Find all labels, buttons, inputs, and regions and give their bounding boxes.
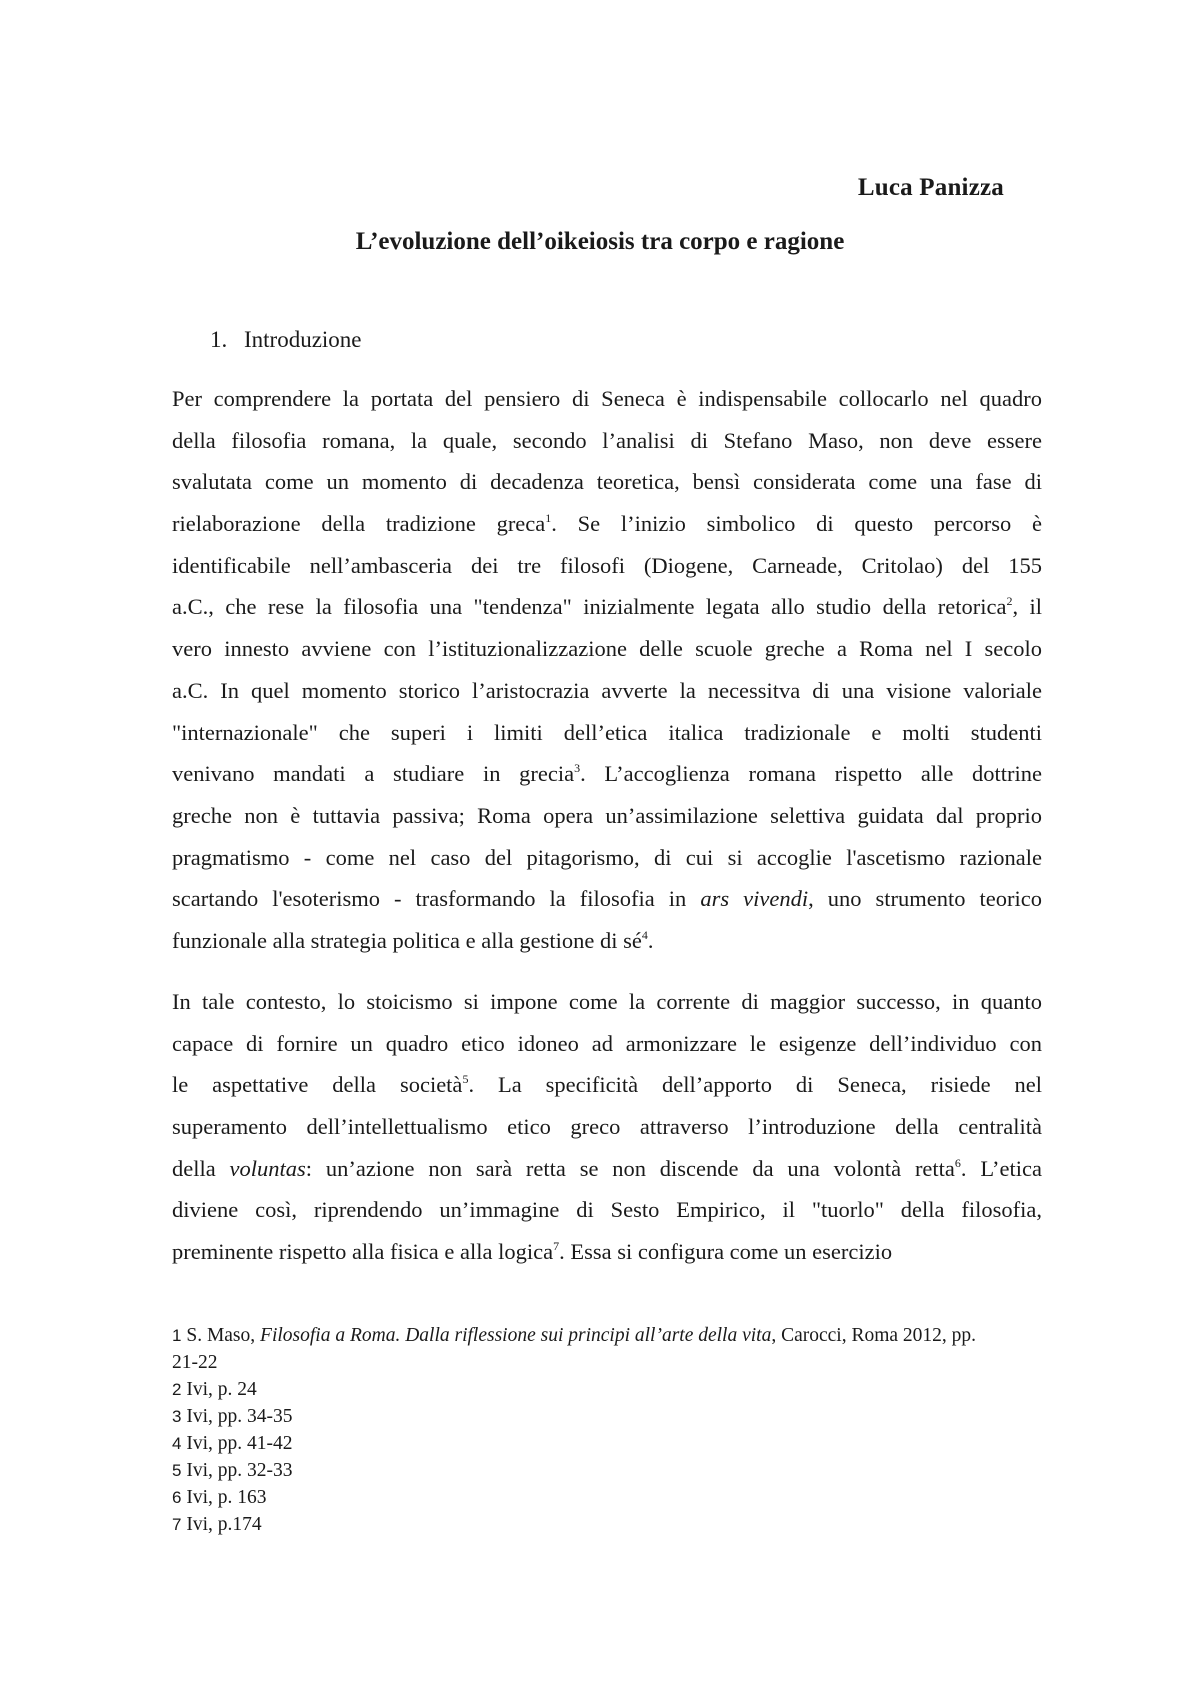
author-name: Luca Panizza bbox=[857, 174, 1004, 201]
text-line: Per comprendere la portata del pensiero di Seneca è indispensabile collocarlo nel quadro bbox=[172, 386, 1042, 411]
footnote: 7 Ivi, p.174 bbox=[172, 1514, 262, 1535]
footnote: 4 Ivi, pp. 41-42 bbox=[172, 1433, 293, 1454]
text-line: capace di fornire un quadro etico idoneo ad armonizzare le esigenze dell’individuo con bbox=[172, 1030, 1042, 1056]
footnote-ref: 4 bbox=[641, 927, 648, 942]
text-line: superamento dell’intellettualismo etico greco attraverso l’introduzione della centralità bbox=[172, 1114, 1042, 1140]
footnote-label: 5 bbox=[172, 1461, 182, 1480]
text-line: preminente rispetto alla fisica e alla logica$^7$. Essa si configura come un esercizio bbox=[172, 1239, 893, 1265]
footnote-ref: 2 bbox=[1006, 594, 1013, 609]
text-line: svalutata come un momento di decadenza teoretica, bensì considerata come una fase di bbox=[172, 469, 1042, 495]
text-line: scartando l'esoterismo - trasformando la filosofia in ars vivendi, uno strumento teorico bbox=[172, 886, 1042, 912]
footnote: 1 S. Maso, Filosofia a Roma. Dalla riflessione sui principi all’arte della vita, Carocci, Roma 2012, pp. bbox=[172, 1325, 977, 1346]
text-line: identificabile nell’ambasceria dei tre filosofi (Diogene, Carneade, Critolao) del 155 bbox=[172, 552, 1042, 578]
text-line: diviene così, riprendendo un’immagine di Sesto Empirico, il "tuorlo" della filosofia, bbox=[172, 1197, 1042, 1223]
section-title: Introduzione bbox=[244, 327, 362, 352]
footnote-label: 2 bbox=[172, 1380, 182, 1399]
text-line: le aspettative della società$^5$. La specificità dell’apporto di Seneca, risiede nel bbox=[172, 1072, 1043, 1098]
paragraph-2 bbox=[172, 981, 1042, 1273]
text-line: rielaborazione della tradizione greca$^1$. Se l’inizio simbolico di questo percorso è bbox=[172, 511, 1042, 537]
footnote: 6 Ivi, p. 163 bbox=[172, 1487, 267, 1508]
text-line: pragmatismo - come nel caso del pitagorismo, di cui si accoglie l'ascetismo razionale bbox=[172, 844, 1042, 870]
footnote-label: 7 bbox=[172, 1515, 182, 1534]
document-title: L’evoluzione dell’oikeiosis tra corpo e ragione bbox=[355, 228, 845, 255]
footnote: 2 Ivi, p. 24 bbox=[172, 1379, 257, 1400]
text-line: "internazionale" che superi i limiti dell’etica italica tradizionale e molti studenti bbox=[172, 719, 1042, 745]
footnote-ref: 1 bbox=[545, 511, 552, 526]
footnote-label: 1 bbox=[172, 1326, 182, 1345]
section-number: 1. bbox=[210, 327, 228, 352]
footnote-label: 3 bbox=[172, 1407, 182, 1426]
footnote-ref: 3 bbox=[574, 761, 581, 776]
footnote-ref: 6 bbox=[954, 1155, 961, 1170]
text-line: vero innesto avviene con l’istituzionalizzazione delle scuole greche a Roma nel I secolo bbox=[172, 636, 1042, 662]
footnote-label: 6 bbox=[172, 1488, 182, 1507]
footnote: 5 Ivi, pp. 32-33 bbox=[172, 1460, 293, 1481]
footnote-ref: 5 bbox=[462, 1072, 469, 1087]
text-line: a.C. In quel momento storico l’aristocrazia avverte la necessitva di una visione valoriale bbox=[172, 677, 1042, 703]
footnote-ref: 7 bbox=[553, 1239, 560, 1254]
section-heading bbox=[210, 327, 362, 353]
paragraph-1 bbox=[172, 378, 1042, 962]
text-line: a.C., che rese la filosofia una "tendenza" inizialmente legata allo studio della retorica$^2$, il bbox=[172, 594, 1042, 620]
text-line: venivano mandati a studiare in grecia$^3$. L’accoglienza romana rispetto alle dottrine bbox=[172, 761, 1042, 787]
footnotes bbox=[172, 1322, 1032, 1538]
footnote-continuation: 21-22 bbox=[172, 1352, 218, 1373]
text-line: funzionale alla strategia politica e alla gestione di $sé^4$. bbox=[172, 927, 654, 953]
footnote: 3 Ivi, pp. 34-35 bbox=[172, 1406, 293, 1427]
text-line: della filosofia romana, la quale, secondo l’analisi di Stefano Maso, non deve essere bbox=[172, 427, 1042, 453]
text-line: greche non è tuttavia passiva; Roma opera un’assimilazione selettiva guidata dal proprio bbox=[172, 802, 1042, 828]
text-line: della voluntas: un’azione non sarà retta se non discende da una volontà retta$^6$. L’etica bbox=[172, 1155, 1042, 1181]
text-line: In tale contesto, lo stoicismo si impone come la corrente di maggior successo, in quanto bbox=[172, 989, 1042, 1014]
footnote-label: 4 bbox=[172, 1434, 182, 1453]
